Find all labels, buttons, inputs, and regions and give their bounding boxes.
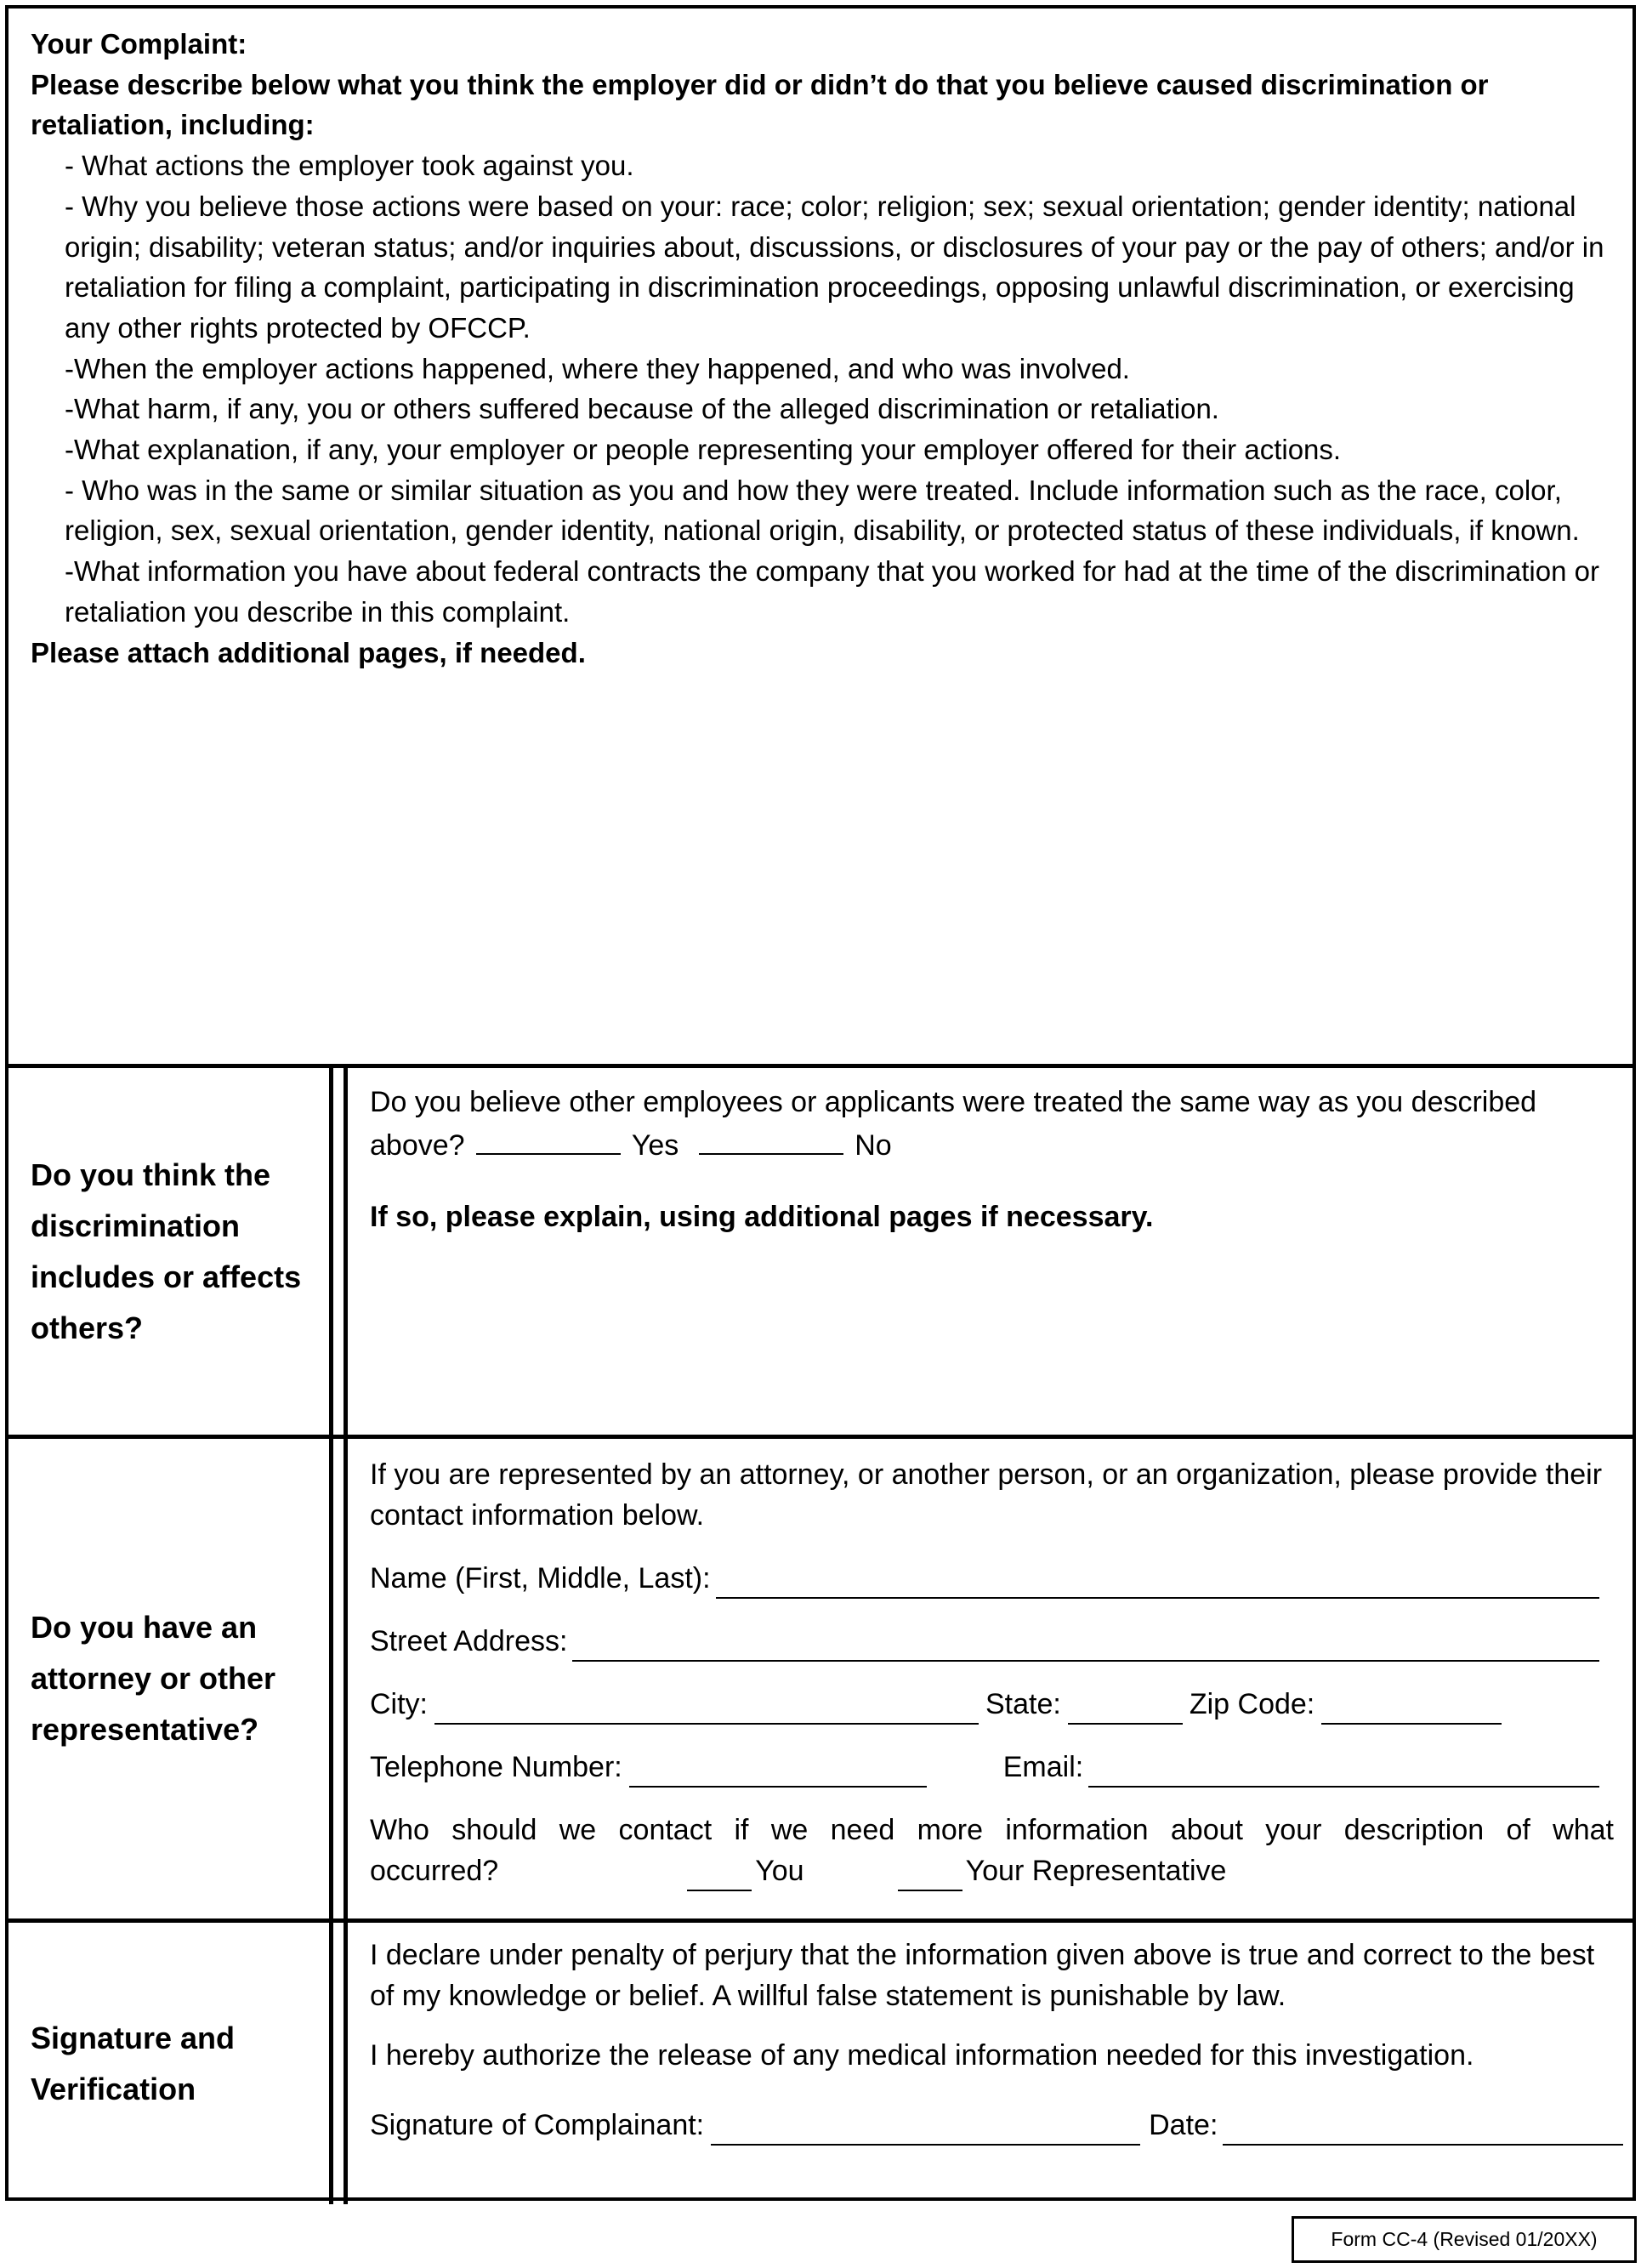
email-input[interactable] [1088,1755,1599,1788]
representative-content [344,1439,1632,1918]
signature-field-label: Signature of Complainant: [370,2109,705,2141]
city-input[interactable] [434,1692,979,1725]
complaint-section [9,9,1632,1068]
date-input[interactable] [1223,2113,1623,2146]
form-number-badge: Form CC-4 (Revised 01/20XX) [1292,2216,1637,2263]
zip-input[interactable] [1321,1692,1502,1725]
contact-rep-label: Your Representative [965,1855,1227,1887]
representative-row [9,1439,1632,1923]
form-frame [5,5,1636,2201]
signature-input[interactable] [711,2113,1140,2146]
phone-label: Telephone Number: [370,1751,622,1783]
signature-label: Signature and Verification [9,1923,333,2204]
others-label: Do you think the discrimination includes or affects others? [9,1068,333,1435]
representative-label: Do you have an attorney or other representative? [9,1439,333,1918]
state-input[interactable] [1068,1692,1183,1725]
complaint-instruction: Please describe below what you think the employer did or didn’t do that you believe caused discrimination or retaliation, including: [31,68,1489,141]
signature-row [9,1923,1632,2204]
signature-field-line [370,2105,1623,2146]
name-field-line [370,1558,1599,1599]
contact-you-blank[interactable] [687,1859,752,1891]
phone-input[interactable] [629,1755,927,1788]
signature-content [344,1923,1632,2204]
complaint-item: -What information you have about federal contracts the company that you worked for had at the time of the discrimination or retaliation you describe in this complaint. [65,555,1599,628]
no-blank[interactable] [699,1123,843,1155]
street-input[interactable] [572,1629,1599,1662]
state-label: State: [985,1688,1061,1720]
contact-question-end: occurred? [370,1855,499,1887]
contact-rep-blank[interactable] [898,1859,962,1891]
city-label: City: [370,1688,428,1720]
others-explain: If so, please explain, using additional pages if necessary. [370,1201,1154,1233]
name-label: Name (First, Middle, Last): [370,1562,711,1594]
phone-field-line [370,1747,1599,1788]
city-field-line [370,1684,1518,1725]
representative-intro: If you are represented by an attorney, or another person, or an organization, please provide their contact information below. [370,1458,1603,1532]
complaint-item: -What explanation, if any, your employer or people representing your employer offered for their actions. [65,434,1342,466]
declare-text: I declare under penalty of perjury that the information given above is true and correct to the best of my knowledge or belief. A willful false statement is punishable by law. [370,1939,1595,2012]
complaint-item: - What actions the employer took against you. [65,150,634,182]
others-row [9,1068,1632,1439]
contact-you-label: You [755,1855,804,1887]
yes-blank[interactable] [476,1123,621,1155]
date-label: Date: [1149,2109,1218,2141]
zip-label: Zip Code: [1189,1688,1315,1720]
others-content [344,1068,1632,1435]
contact-question: Who should we contact if we need more information about your description of what [370,1814,1614,1846]
street-label: Street Address: [370,1625,568,1657]
yes-label: Yes [631,1129,679,1162]
no-label: No [855,1129,892,1162]
authorize-text: I hereby authorize the release of any medical information needed for this investigation. [370,2039,1474,2072]
email-label: Email: [1002,1751,1084,1783]
complaint-item: - Why you believe those actions were based on your: race; color; religion; sex; sexual orientation; gender identity; national origin; disability; veteran status; and/or inquiries about, discussions, or disclosures of your pay or the pay of others; and/or in retaliation for filing a complaint, participating in discrimination proceedings, opposing unlawful discrimination, or exercising any other rights protected by OFCCP. [65,190,1604,344]
contact-options-line [370,1850,1614,1891]
others-question: Do you believe other employees or applicants were treated the same way as you described above? Yes No [370,1086,1537,1162]
complaint-text-area[interactable] [31,673,1612,1013]
attach-note: Please attach additional pages, if needed. [31,636,586,668]
name-input[interactable] [716,1566,1599,1599]
others-explain-area[interactable] [370,1237,1614,1390]
complaint-heading: Your Complaint: [31,28,247,60]
street-field-line [370,1621,1599,1662]
complaint-item: -What harm, if any, you or others suffered because of the alleged discrimination or retaliation. [65,393,1219,425]
complaint-item: -When the employer actions happened, where they happened, and who was involved. [65,352,1130,384]
complaint-item: - Who was in the same or similar situation as you and how they were treated. Include information such as the race, color, religion, sex, sexual orientation, gender identity, national origin, disability, or protected status of these individuals, if known. [65,474,1580,547]
